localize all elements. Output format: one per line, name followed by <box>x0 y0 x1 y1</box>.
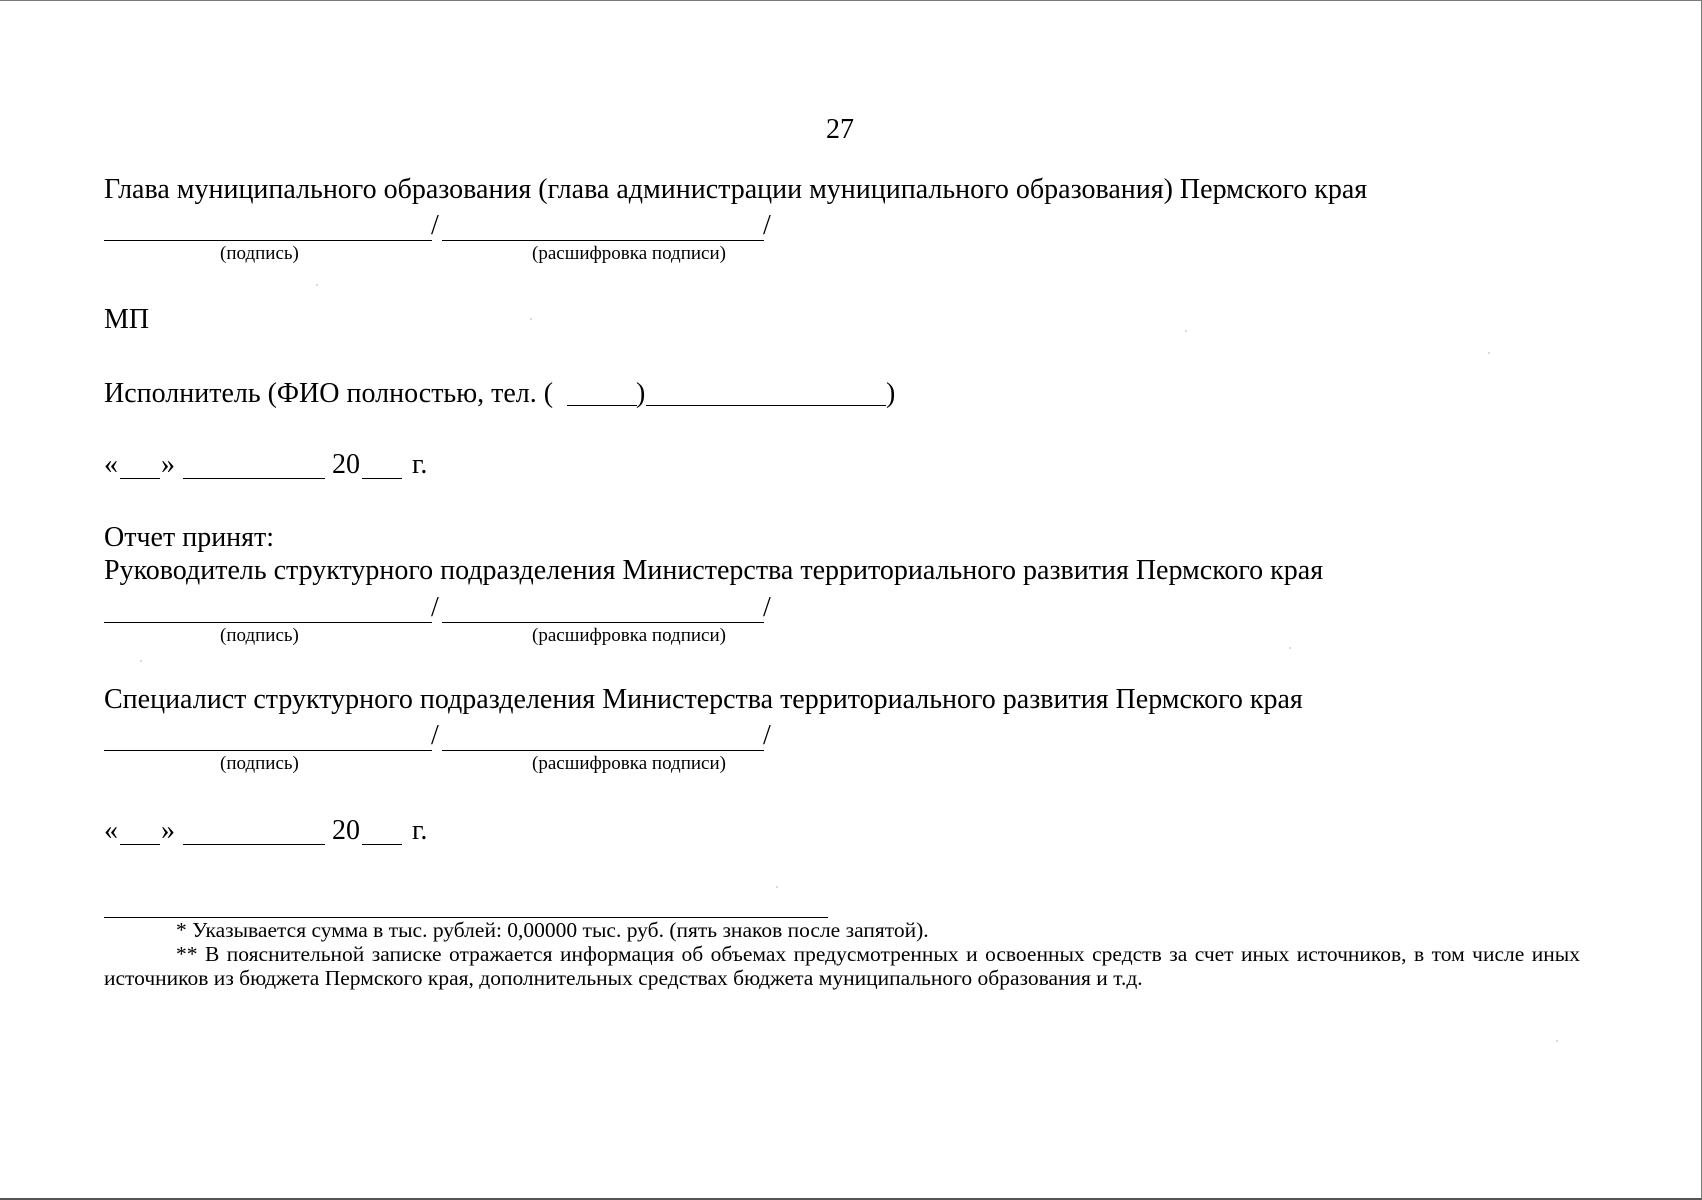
date-close-quote: » <box>161 815 175 846</box>
footnote-2: ** В пояснительной записке отражается информация об объемах предусмотренных и освоенных средств за счет иных источников, в том числе иных источников из бюджета Пермского края, дополнительных средствах бюджета муниципального образования и т.д. <box>104 942 1580 990</box>
signature-decode-caption: (расшифровка подписи) <box>532 243 726 264</box>
slash-separator: / <box>763 210 771 241</box>
slash-separator: / <box>431 592 439 623</box>
scan-speck <box>1289 647 1291 649</box>
date-day-line[interactable] <box>120 844 160 845</box>
footnote-1: * Указывается сумма в тыс. рублей: 0,00000 тыс. руб. (пять знаков после запятой). <box>176 918 929 942</box>
date-day-line[interactable] <box>120 478 160 479</box>
phone-number-line[interactable] <box>646 405 886 406</box>
scan-speck <box>140 660 142 662</box>
executor-paren-end: ) <box>886 378 896 409</box>
page-number: 27 <box>826 114 854 145</box>
signature-caption: (подпись) <box>220 243 299 264</box>
slash-separator: / <box>431 720 439 751</box>
department-specialist-title: Специалист структурного подразделения Министерства территориального развития Пермского края <box>104 684 1303 715</box>
date-month-line[interactable] <box>183 478 325 479</box>
department-head-title: Руководитель структурного подразделения Министерства территориального развития Пермского края <box>104 555 1324 586</box>
scan-speck <box>776 886 778 888</box>
stamp-label: МП <box>104 304 150 335</box>
signature-decode-caption: (расшифровка подписи) <box>532 625 726 646</box>
executor-label: Исполнитель (ФИО полностью, тел. ( <box>104 378 554 409</box>
date-open-quote: « <box>104 815 118 846</box>
date-year-suffix: г. <box>412 449 428 480</box>
scan-speck <box>530 318 532 320</box>
scan-speck <box>1185 330 1187 332</box>
phone-code-line[interactable] <box>567 405 637 406</box>
scan-speck <box>316 284 318 286</box>
report-accepted-label: Отчет принят: <box>104 522 275 553</box>
scan-speck <box>1556 1040 1558 1042</box>
signature-decode-line[interactable] <box>442 750 764 751</box>
signature-caption: (подпись) <box>220 625 299 646</box>
signature-line[interactable] <box>104 622 432 623</box>
signature-decode-line[interactable] <box>442 622 764 623</box>
date-year-line[interactable] <box>362 478 402 479</box>
date-year-suffix: г. <box>412 815 428 846</box>
signature-decode-line[interactable] <box>442 240 764 241</box>
slash-separator: / <box>763 592 771 623</box>
signature-line[interactable] <box>104 240 432 241</box>
date-year-prefix: 20 <box>332 815 360 846</box>
scan-speck <box>1488 352 1490 354</box>
signature-caption: (подпись) <box>220 753 299 774</box>
signature-decode-caption: (расшифровка подписи) <box>532 753 726 774</box>
signature-line[interactable] <box>104 750 432 751</box>
date-year-prefix: 20 <box>332 449 360 480</box>
date-close-quote: » <box>161 449 175 480</box>
date-month-line[interactable] <box>183 844 325 845</box>
date-open-quote: « <box>104 449 118 480</box>
executor-paren-close: ) <box>636 378 646 409</box>
head-of-municipality-title: Глава муниципального образования (глава администрации муниципального образования) Пермского края <box>104 174 1368 205</box>
slash-separator: / <box>763 720 771 751</box>
slash-separator: / <box>431 210 439 241</box>
date-year-line[interactable] <box>362 844 402 845</box>
